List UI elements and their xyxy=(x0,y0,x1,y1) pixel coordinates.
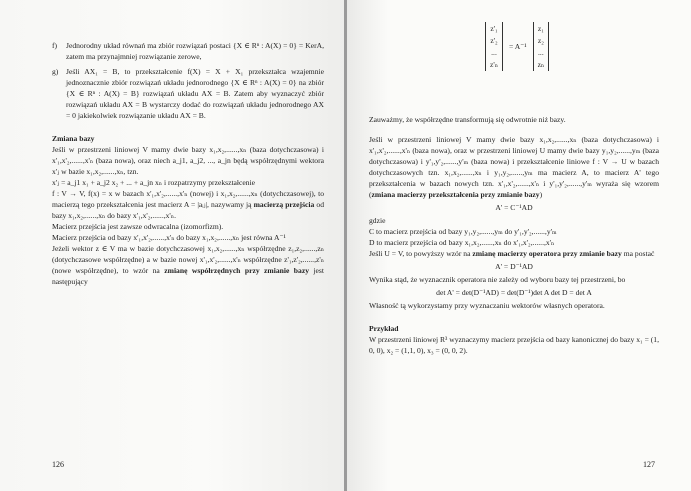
paragraph: Wynika stąd, że wyznacznik operatora nie zależy od wyboru bazy tej przestrzeni, bo xyxy=(369,275,626,284)
list-item-f xyxy=(52,40,324,62)
section-heading: Zmiana bazy xyxy=(52,134,95,143)
list-item-g xyxy=(52,66,324,121)
left-page-text xyxy=(52,40,324,287)
bold-term: zmiana macierzy przekształcenia przy zmianie bazy xyxy=(371,190,540,199)
paragraph: Macierz przejścia od bazy x'₁,x'₂,......,x'ₙ do bazy x₁,x₂,......,xₙ jest równa A⁻¹ xyxy=(52,233,286,242)
paragraph: C to macierz przejścia od bazy y₁,y₂,......,yₘ do y'₁,y'₂,......,y'ₘ xyxy=(369,227,557,236)
paragraph: Zauważmy, że współrzędne transformują się odwrotnie niż bazy. xyxy=(369,115,566,124)
bold-term: macierzą przejścia xyxy=(253,200,315,209)
item-label: g) xyxy=(52,67,59,76)
paragraph: gdzie xyxy=(369,216,386,225)
bold-term: zmianę macierzy operatora przy zmianie bazy xyxy=(472,249,622,258)
item-text: Jednorodny układ równań ma zbiór rozwiązań postaci {X ∈ Rⁿ : A(X) = 0} = KerA, zatem ma przynajmniej rozwiązanie zerowe, xyxy=(66,41,324,61)
paragraph: Jeśli U = V, to powyższy wzór na zmianę macierzy operatora przy zmianie bazy ma postać xyxy=(369,249,655,258)
page-number: 127 xyxy=(643,460,655,469)
page-number: 126 xyxy=(52,460,64,469)
paragraph: W przestrzeni liniowej R³ wyznaczymy macierz przejścia od bazy kanonicznej do bazy x₁ = (1, 0, 0), x₂ = (1,1, 0), x₃ = (0, 0, 2). xyxy=(369,335,659,355)
matrix-operator: = A⁻¹ xyxy=(509,42,527,51)
item-text: Jeśli AX₁ = B, to przekształcenie f(X) = X + X₁ przekształca wzajemnie jednoznacznie zbiór rozwiązań układu jednorodnego {X ∈ Rⁿ : A(X) = 0} na zbiór {X ∈ Rⁿ : A(X) = B} rozwiązań układu AX = B. Zatem aby wyznaczyć zbiór rozwiązań układu AX = B wystarczy dodać do rozwiązań układu jednorodnego AX = 0 jakiekolwiek rozwiązanie układu AX = B. xyxy=(66,67,324,120)
left-page xyxy=(0,0,344,491)
right-page xyxy=(347,0,691,491)
coordinate-equation xyxy=(485,22,549,71)
old-coordinates-vector: z₁ z₂ ... zₙ xyxy=(533,22,550,71)
paragraph: Macierz przejścia jest zawsze odwracalna (izomorfizm). xyxy=(52,222,224,231)
paragraph: Jeśli w przestrzeni liniowej V mamy dwie bazy x₁,x₂,......,xₙ (baza dotychczasowa) i x'₁,x'₂,......,x'ₙ (baza nowa), oraz w przestrzeni liniowej U mamy dwie bazy y₁,y₂,......,yₘ (baza dotychczasowa) i y'₁,y'₂,......,y'ₘ (baza nowa) i przekształcenie liniowe f : V → U w bazach dotychczasowych tzn. x₁,x₂,......,xₙ i y₁,y₂,......,yₘ ma macierz A, to macierz A' tego przekształcenia w bazach nowych tzn. x'₁,x'₂,......,x'ₙ i y'₁,y'₂,......,y'ₘ wyraża się wzorem (zmiana macierzy przekształcenia przy zmianie bazy) xyxy=(369,135,659,199)
paragraph: Jeśli w przestrzeni liniowej V mamy dwie bazy x₁,x₂,......,xₙ (baza dotychczasowa) i x'₁,x'₂,......,x'ₙ (baza nowa), oraz niech a_j1, a_j2, ..., a_jn będą współrzędnymi wektora x'ⱼ w bazie x₁,x₂,......,xₙ, tzn. xyxy=(52,145,324,176)
paragraph: Własność tą wykorzystamy przy wyznaczaniu wektorów własnych operatora. xyxy=(369,301,605,310)
equation: A' = D⁻¹AD xyxy=(495,262,533,271)
item-label: f) xyxy=(52,41,58,50)
paragraph: Jeżeli wektor z ∈ V ma w bazie dotychczasowej x₁,x₂,......,xₙ współrzędne z₁,z₂,......,zₙ (dotychczasowe współrzędne) a w bazie nowej x'₁,x'₂,......,x'ₙ współrzędne z'₁,z'₂,......,z'ₙ (nowe współrzędne), to wzór na zmianę współrzędnych przy zmianie bazy jest następujący xyxy=(52,244,324,286)
equation: x'ⱼ = a_j1 x₁ + a_j2 x₂ + ... + a_jn xₙ i rozpatrzymy przekształcenie xyxy=(52,178,256,187)
paragraph: f : V → V, f(x) = x w bazach x'₁,x'₂,......,x'ₙ (nowej) i x₁,x₂,......,xₙ (dotychczasowej), to macierzą tego przekształcenia jest macierz A = |aᵢⱼ|, nazywamy ją macierzą przejścia od bazy x₁,x₂,......,xₙ do bazy x'₁,x'₂,......,x'ₙ. xyxy=(52,189,324,220)
section-heading: Przykład xyxy=(369,324,399,333)
paragraph: D to macierz przejścia od bazy x₁,x₂,......,xₙ do x'₁,x'₂,......,x'ₙ xyxy=(369,238,555,247)
bold-term: zmianę współrzędnych przy zmianie bazy xyxy=(164,266,309,275)
right-page-text xyxy=(369,114,659,356)
equation: A' = C⁻¹AD xyxy=(495,203,533,212)
equation: det A' = det(D⁻¹AD) = det(D⁻¹)det A det D = det A xyxy=(436,288,592,297)
new-coordinates-vector: z'₁ z'₂ ... z'ₙ xyxy=(485,22,503,71)
